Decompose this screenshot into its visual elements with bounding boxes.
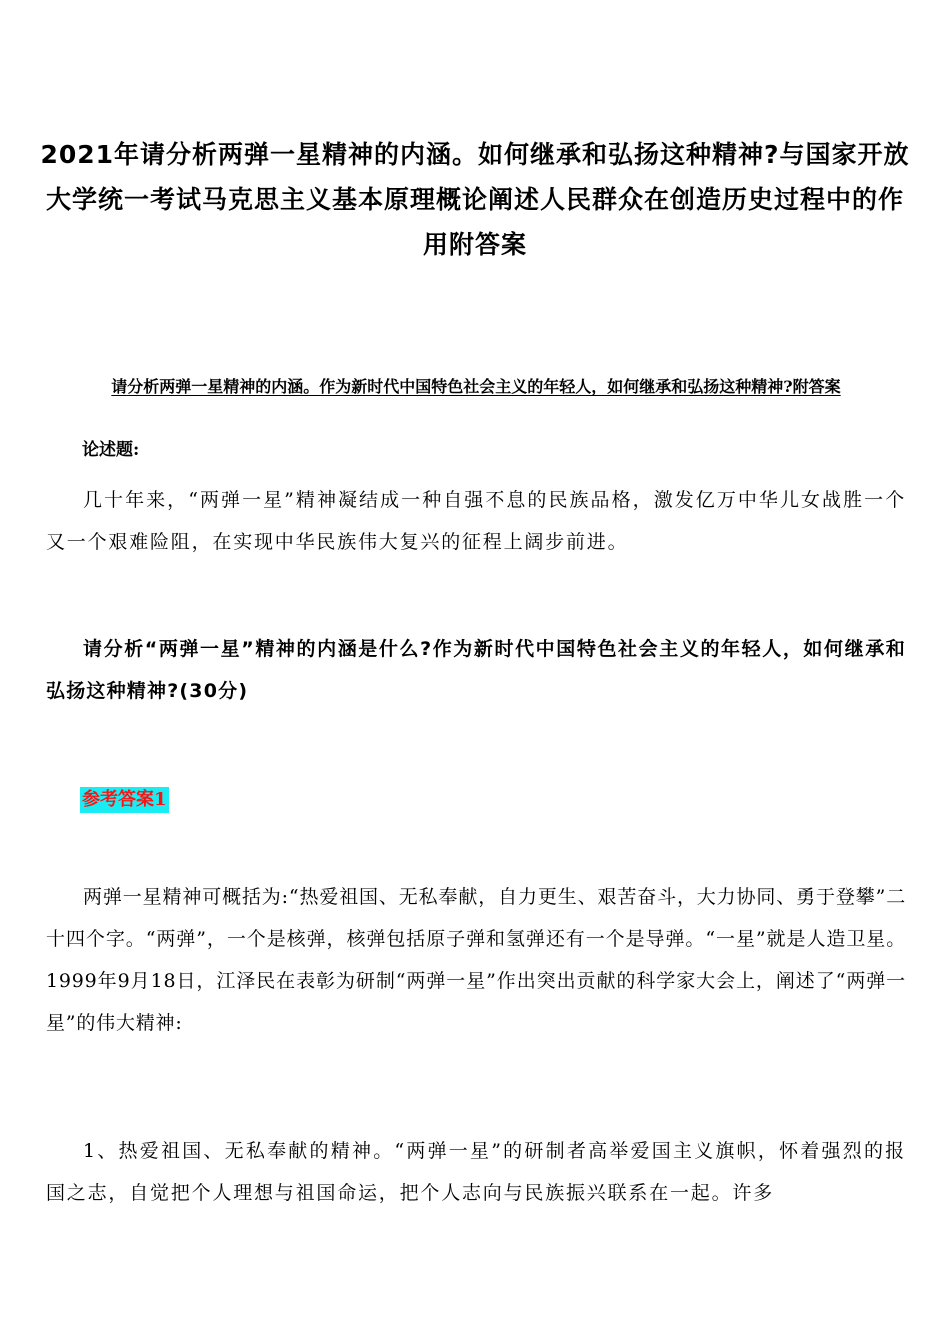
answer-tag: 参考答案1	[80, 787, 169, 813]
answer-paragraph-1: 两弹一星精神可概括为:“热爱祖国、无私奉献，自力更生、艰苦奋斗，大力协同、勇于登攀”二十四个字。“两弹”，一个是核弹，核弹包括原子弹和氢弹还有一个是导弹。“一星”就是人造卫星。1999年9月18日，江泽民在表彰为研制“两弹一星”作出突出贡献的科学家大会上，阐述了“两弹一星”的伟大精神:	[46, 886, 906, 1034]
document-title: 2021年请分析两弹一星精神的内涵。如何继承和弘扬这种精神?与国家开放大学统一考试马克思主义基本原理概论阐述人民群众在创造历史过程中的作用附答案	[40, 140, 910, 259]
answer-paragraph-2: 1、热爱祖国、无私奉献的精神。“两弹一星”的研制者高举爱国主义旗帜，怀着强烈的报国之志，自觉把个人理想与祖国命运，把个人志向与民族振兴联系在一起。许多	[46, 1140, 906, 1204]
section-label: 论述题:	[82, 440, 140, 460]
question-paragraph: 请分析“两弹一星”精神的内涵是什么?作为新时代中国特色社会主义的年轻人，如何继承和弘扬这种精神?(30分)	[46, 638, 906, 702]
document-subtitle: 请分析两弹一星精神的内涵。作为新时代中国特色社会主义的年轻人，如何继承和弘扬这种精神?附答案	[111, 377, 841, 396]
intro-paragraph: 几十年来，“两弹一星”精神凝结成一种自强不息的民族品格，激发亿万中华儿女战胜一个又一个艰难险阻，在实现中华民族伟大复兴的征程上阔步前进。	[46, 489, 906, 553]
